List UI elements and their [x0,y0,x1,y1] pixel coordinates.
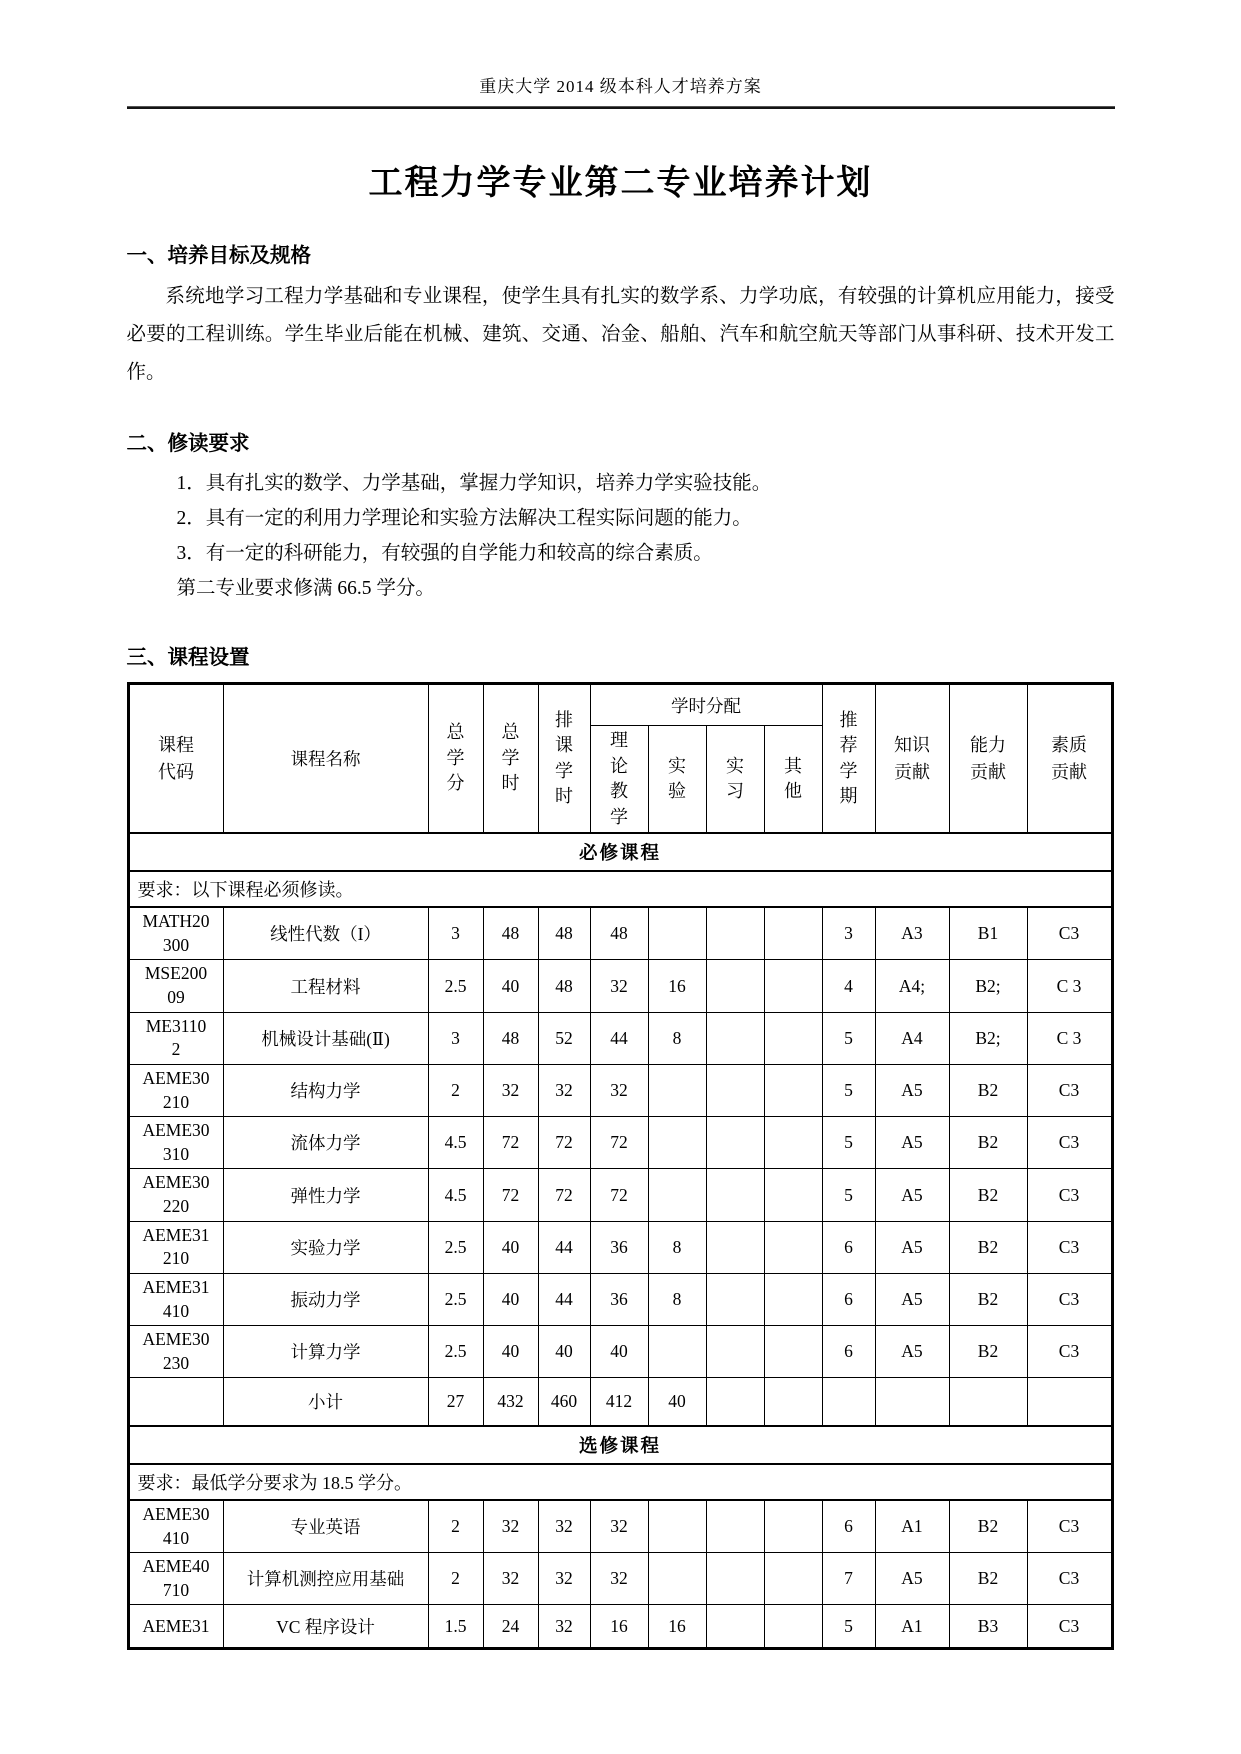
cell-total-credits: 4.5 [428,1117,483,1169]
cell-total-credits: 2 [428,1553,483,1605]
cell-total-credits: 2 [428,1500,483,1553]
course-row [128,1064,1112,1116]
cell-total-hours: 48 [483,1012,538,1064]
col-header-course-name: 课程名称 [223,684,428,834]
cell-practice-hours [706,1064,764,1116]
cell-other-hours [764,1553,822,1605]
cell-ability-contribution: B2 [949,1500,1027,1553]
course-code-line: AEME30 [142,1120,210,1141]
cell-ability-contribution: B2 [949,1117,1027,1169]
cell-course-name: 结构力学 [223,1064,428,1116]
cell-quality-contribution: C3 [1027,1553,1112,1605]
course-code-line: 2 [171,1039,181,1060]
course-code-line: 210 [162,1248,190,1269]
cell-practice-hours [706,907,764,960]
requirement-item: 1．具有扎实的数学、力学基础，掌握力学知识，培养力学实验技能。 [176,473,772,494]
cell-practice-hours [706,1221,764,1273]
cell-practice-hours [706,1326,764,1378]
cell-quality-contribution: C3 [1027,1169,1112,1221]
cell-ability-contribution: B2 [949,1273,1027,1325]
cell-experiment-hours: 8 [648,1012,706,1064]
course-row [128,1273,1112,1325]
course-code-line: 09 [167,987,185,1008]
requirement-item: 2．具有一定的利用力学理论和实验方法解决工程实际问题的能力。 [176,508,752,529]
cell-theory-hours: 36 [590,1273,648,1325]
cell-theory-hours: 36 [590,1221,648,1273]
cell-recommended-semester: 5 [822,1169,875,1221]
col-header-ability-contribution: 能力贡献 [949,684,1027,834]
cell-course-code [128,1117,223,1169]
cell-knowledge-contribution: A4; [875,960,949,1012]
course-code-line: AEME30 [142,1503,210,1524]
group-note-row [128,1464,1112,1500]
cell-theory-hours: 44 [590,1012,648,1064]
cell-other-hours [764,1012,822,1064]
group-note-row [128,871,1112,907]
cell-course-name: 弹性力学 [223,1169,428,1221]
cell-course-code [128,1378,223,1426]
cell-knowledge-contribution: A1 [875,1605,949,1649]
col-header-theory-teaching: 理论教学 [590,726,648,834]
cell-scheduled-hours: 52 [538,1012,590,1064]
course-table-body [128,833,1112,1649]
cell-theory-hours: 32 [590,960,648,1012]
course-code-line: 210 [162,1091,190,1112]
course-code-line: AEME31 [142,1276,210,1297]
cell-total-hours: 32 [483,1500,538,1553]
cell-experiment-hours [648,1326,706,1378]
course-table [127,682,1114,1650]
cell-theory-hours: 32 [590,1064,648,1116]
cell-total-credits: 4.5 [428,1169,483,1221]
cell-quality-contribution: C3 [1027,1500,1112,1553]
cell-other-hours [764,1326,822,1378]
course-group-title: 必修课程 [128,833,1112,871]
cell-other-hours [764,1273,822,1325]
cell-recommended-semester: 6 [822,1326,875,1378]
cell-practice-hours [706,1378,764,1426]
cell-total-credits: 3 [428,1012,483,1064]
course-code-line: ME3110 [145,1015,207,1036]
cell-quality-contribution: C 3 [1027,1012,1112,1064]
cell-quality-contribution: C 3 [1027,960,1112,1012]
cell-theory-hours: 48 [590,907,648,960]
header-rule [127,106,1115,109]
header-row-top [128,684,1112,726]
course-table-header [128,684,1112,834]
cell-course-name: 计算机测控应用基础 [223,1553,428,1605]
col-header-experiment: 实验 [648,726,706,834]
cell-scheduled-hours: 72 [538,1169,590,1221]
cell-other-hours [764,1117,822,1169]
cell-scheduled-hours: 40 [538,1326,590,1378]
cell-knowledge-contribution: A5 [875,1221,949,1273]
course-row [128,1553,1112,1605]
course-row [128,1169,1112,1221]
cell-total-hours: 72 [483,1117,538,1169]
cell-course-code [128,1605,223,1649]
col-header-hour-allocation: 学时分配 [590,684,822,726]
course-row [128,907,1112,960]
cell-other-hours [764,1169,822,1221]
cell-total-hours: 72 [483,1169,538,1221]
cell-total-hours: 40 [483,960,538,1012]
cell-course-code [128,1500,223,1553]
course-row [128,1221,1112,1273]
cell-recommended-semester: 5 [822,1012,875,1064]
section-study-requirements [127,426,1115,606]
cell-knowledge-contribution: A5 [875,1553,949,1605]
page-title: 工程力学专业第二专业培养计划 [368,164,873,202]
cell-scheduled-hours: 44 [538,1273,590,1325]
cell-theory-hours: 72 [590,1169,648,1221]
page-content [127,0,1115,1650]
cell-recommended-semester: 6 [822,1221,875,1273]
cell-knowledge-contribution: A4 [875,1012,949,1064]
cell-course-name: 计算力学 [223,1326,428,1378]
cell-knowledge-contribution: A5 [875,1169,949,1221]
cell-quality-contribution: C3 [1027,1273,1112,1325]
col-header-total-hours: 总学时 [483,684,538,834]
cell-total-credits: 2 [428,1064,483,1116]
course-code-line: 300 [162,934,190,955]
cell-total-credits: 2.5 [428,960,483,1012]
col-header-total-credits: 总学分 [428,684,483,834]
cell-recommended-semester [822,1378,875,1426]
cell-total-credits: 2.5 [428,1326,483,1378]
requirement-item: 第二专业要求修满 66.5 学分。 [176,578,435,599]
cell-other-hours [764,1605,822,1649]
section3-heading: 三、课程设置 [126,646,250,669]
cell-recommended-semester: 3 [822,907,875,960]
cell-other-hours [764,1378,822,1426]
course-code-line: AEME30 [142,1172,210,1193]
cell-recommended-semester: 5 [822,1064,875,1116]
cell-ability-contribution: B3 [949,1605,1027,1649]
cell-experiment-hours: 8 [648,1273,706,1325]
course-row [128,1326,1112,1378]
cell-course-name: 机械设计基础(Ⅱ) [223,1012,428,1064]
cell-quality-contribution: C3 [1027,1221,1112,1273]
cell-course-code [128,1553,223,1605]
cell-experiment-hours [648,1117,706,1169]
cell-course-code [128,960,223,1012]
course-row [128,1117,1112,1169]
cell-experiment-hours: 16 [648,1605,706,1649]
cell-quality-contribution: C3 [1027,1605,1112,1649]
cell-knowledge-contribution [875,1378,949,1426]
cell-experiment-hours: 16 [648,960,706,1012]
cell-course-code [128,907,223,960]
cell-scheduled-hours: 32 [538,1064,590,1116]
cell-theory-hours: 16 [590,1605,648,1649]
col-header-other: 其他 [764,726,822,834]
cell-knowledge-contribution: A5 [875,1273,949,1325]
cell-total-hours: 32 [483,1553,538,1605]
cell-experiment-hours: 40 [648,1378,706,1426]
cell-scheduled-hours: 44 [538,1221,590,1273]
cell-theory-hours: 40 [590,1326,648,1378]
course-code-line: 220 [162,1196,190,1217]
section-training-objectives [127,238,1115,392]
cell-course-code [128,1326,223,1378]
course-code-line: AEME30 [142,1067,210,1088]
course-code-line: AEME31 [142,1615,210,1636]
cell-experiment-hours: 8 [648,1221,706,1273]
cell-scheduled-hours: 460 [538,1378,590,1426]
cell-ability-contribution [949,1378,1027,1426]
cell-scheduled-hours: 32 [538,1553,590,1605]
cell-total-hours: 32 [483,1064,538,1116]
cell-experiment-hours [648,1064,706,1116]
cell-course-name: 振动力学 [223,1273,428,1325]
cell-course-code [128,1064,223,1116]
cell-quality-contribution: C3 [1027,1326,1112,1378]
course-code-line: MATH20 [142,911,210,932]
cell-knowledge-contribution: A5 [875,1064,949,1116]
cell-course-code [128,1169,223,1221]
cell-total-hours: 48 [483,907,538,960]
cell-ability-contribution: B2 [949,1064,1027,1116]
cell-scheduled-hours: 72 [538,1117,590,1169]
cell-quality-contribution [1027,1378,1112,1426]
section2-heading: 二、修读要求 [126,432,250,455]
cell-practice-hours [706,1553,764,1605]
cell-course-name: 专业英语 [223,1500,428,1553]
running-header-text: 重庆大学 2014 级本科人才培养方案 [479,77,762,96]
requirement-item: 3．有一定的科研能力，有较强的自学能力和较高的综合素质。 [176,543,713,564]
cell-quality-contribution: C3 [1027,907,1112,960]
cell-course-code [128,1273,223,1325]
cell-recommended-semester: 6 [822,1273,875,1325]
cell-practice-hours [706,1169,764,1221]
cell-experiment-hours [648,1500,706,1553]
section1-heading: 一、培养目标及规格 [126,244,311,267]
cell-total-credits: 27 [428,1378,483,1426]
cell-theory-hours: 412 [590,1378,648,1426]
cell-practice-hours [706,1012,764,1064]
cell-practice-hours [706,960,764,1012]
group-requirement-note: 要求：以下课程必须修读。 [128,871,1112,907]
cell-quality-contribution: C3 [1027,1117,1112,1169]
cell-theory-hours: 72 [590,1117,648,1169]
cell-ability-contribution: B2 [949,1221,1027,1273]
cell-total-credits: 1.5 [428,1605,483,1649]
section1-paragraph: 系统地学习工程力学基础和专业课程，使学生具有扎实的数学系、力学功底，有较强的计算机应用能力，接受必要的工程训练。学生毕业后能在机械、建筑、交通、冶金、船舶、汽车和航空航天等部门从事科研、技术开发工作。 [126,286,1115,383]
cell-total-credits: 3 [428,907,483,960]
cell-knowledge-contribution: A1 [875,1500,949,1553]
cell-total-hours: 432 [483,1378,538,1426]
course-row [128,1605,1112,1649]
col-header-recommended-semester: 推荐学期 [822,684,875,834]
cell-practice-hours [706,1117,764,1169]
cell-scheduled-hours: 32 [538,1605,590,1649]
running-header [127,72,1115,109]
cell-theory-hours: 32 [590,1553,648,1605]
cell-scheduled-hours: 32 [538,1500,590,1553]
cell-ability-contribution: B1 [949,907,1027,960]
cell-total-hours: 40 [483,1326,538,1378]
cell-recommended-semester: 5 [822,1605,875,1649]
course-code-line: 410 [162,1300,190,1321]
cell-total-hours: 24 [483,1605,538,1649]
cell-experiment-hours [648,907,706,960]
cell-ability-contribution: B2 [949,1553,1027,1605]
col-header-knowledge-contribution: 知识贡献 [875,684,949,834]
course-code-line: 310 [162,1143,190,1164]
cell-ability-contribution: B2 [949,1326,1027,1378]
cell-ability-contribution: B2 [949,1169,1027,1221]
cell-knowledge-contribution: A5 [875,1326,949,1378]
course-group-row [128,1426,1112,1464]
cell-recommended-semester: 5 [822,1117,875,1169]
cell-course-name: VC 程序设计 [223,1605,428,1649]
cell-ability-contribution: B2; [949,1012,1027,1064]
section-curriculum [127,640,1115,1650]
cell-other-hours [764,1064,822,1116]
course-code-line: MSE200 [144,963,208,984]
course-row [128,1012,1112,1064]
cell-recommended-semester: 6 [822,1500,875,1553]
course-code-line: AEME31 [142,1224,210,1245]
cell-experiment-hours [648,1553,706,1605]
cell-total-hours: 40 [483,1221,538,1273]
cell-practice-hours [706,1500,764,1553]
course-row [128,960,1112,1012]
cell-scheduled-hours: 48 [538,907,590,960]
cell-practice-hours [706,1605,764,1649]
cell-course-name: 工程材料 [223,960,428,1012]
col-header-quality-contribution: 素质贡献 [1027,684,1112,834]
cell-total-credits: 2.5 [428,1273,483,1325]
cell-practice-hours [706,1273,764,1325]
cell-recommended-semester: 4 [822,960,875,1012]
cell-other-hours [764,907,822,960]
course-code-line: 230 [162,1352,190,1373]
col-header-course-code: 课程代码 [128,684,223,834]
course-code-line: AEME30 [142,1329,210,1350]
group-requirement-note: 要求：最低学分要求为 18.5 学分。 [128,1464,1112,1500]
course-row [128,1378,1112,1426]
cell-course-code [128,1012,223,1064]
cell-course-name: 小计 [223,1378,428,1426]
cell-total-credits: 2.5 [428,1221,483,1273]
cell-other-hours [764,1500,822,1553]
cell-theory-hours: 32 [590,1500,648,1553]
course-row [128,1500,1112,1553]
cell-knowledge-contribution: A5 [875,1117,949,1169]
cell-scheduled-hours: 48 [538,960,590,1012]
cell-recommended-semester: 7 [822,1553,875,1605]
cell-experiment-hours [648,1169,706,1221]
course-code-line: 410 [162,1527,190,1548]
cell-course-name: 线性代数（I） [223,907,428,960]
cell-total-hours: 40 [483,1273,538,1325]
cell-ability-contribution: B2; [949,960,1027,1012]
col-header-practice: 实习 [706,726,764,834]
col-header-scheduled-hours: 排课学时 [538,684,590,834]
cell-other-hours [764,1221,822,1273]
course-group-title: 选修课程 [128,1426,1112,1464]
course-group-row [128,833,1112,871]
cell-other-hours [764,960,822,1012]
cell-course-code [128,1221,223,1273]
cell-course-name: 流体力学 [223,1117,428,1169]
cell-knowledge-contribution: A3 [875,907,949,960]
cell-quality-contribution: C3 [1027,1064,1112,1116]
cell-course-name: 实验力学 [223,1221,428,1273]
course-code-line: 710 [162,1579,190,1600]
course-code-line: AEME40 [142,1556,210,1577]
